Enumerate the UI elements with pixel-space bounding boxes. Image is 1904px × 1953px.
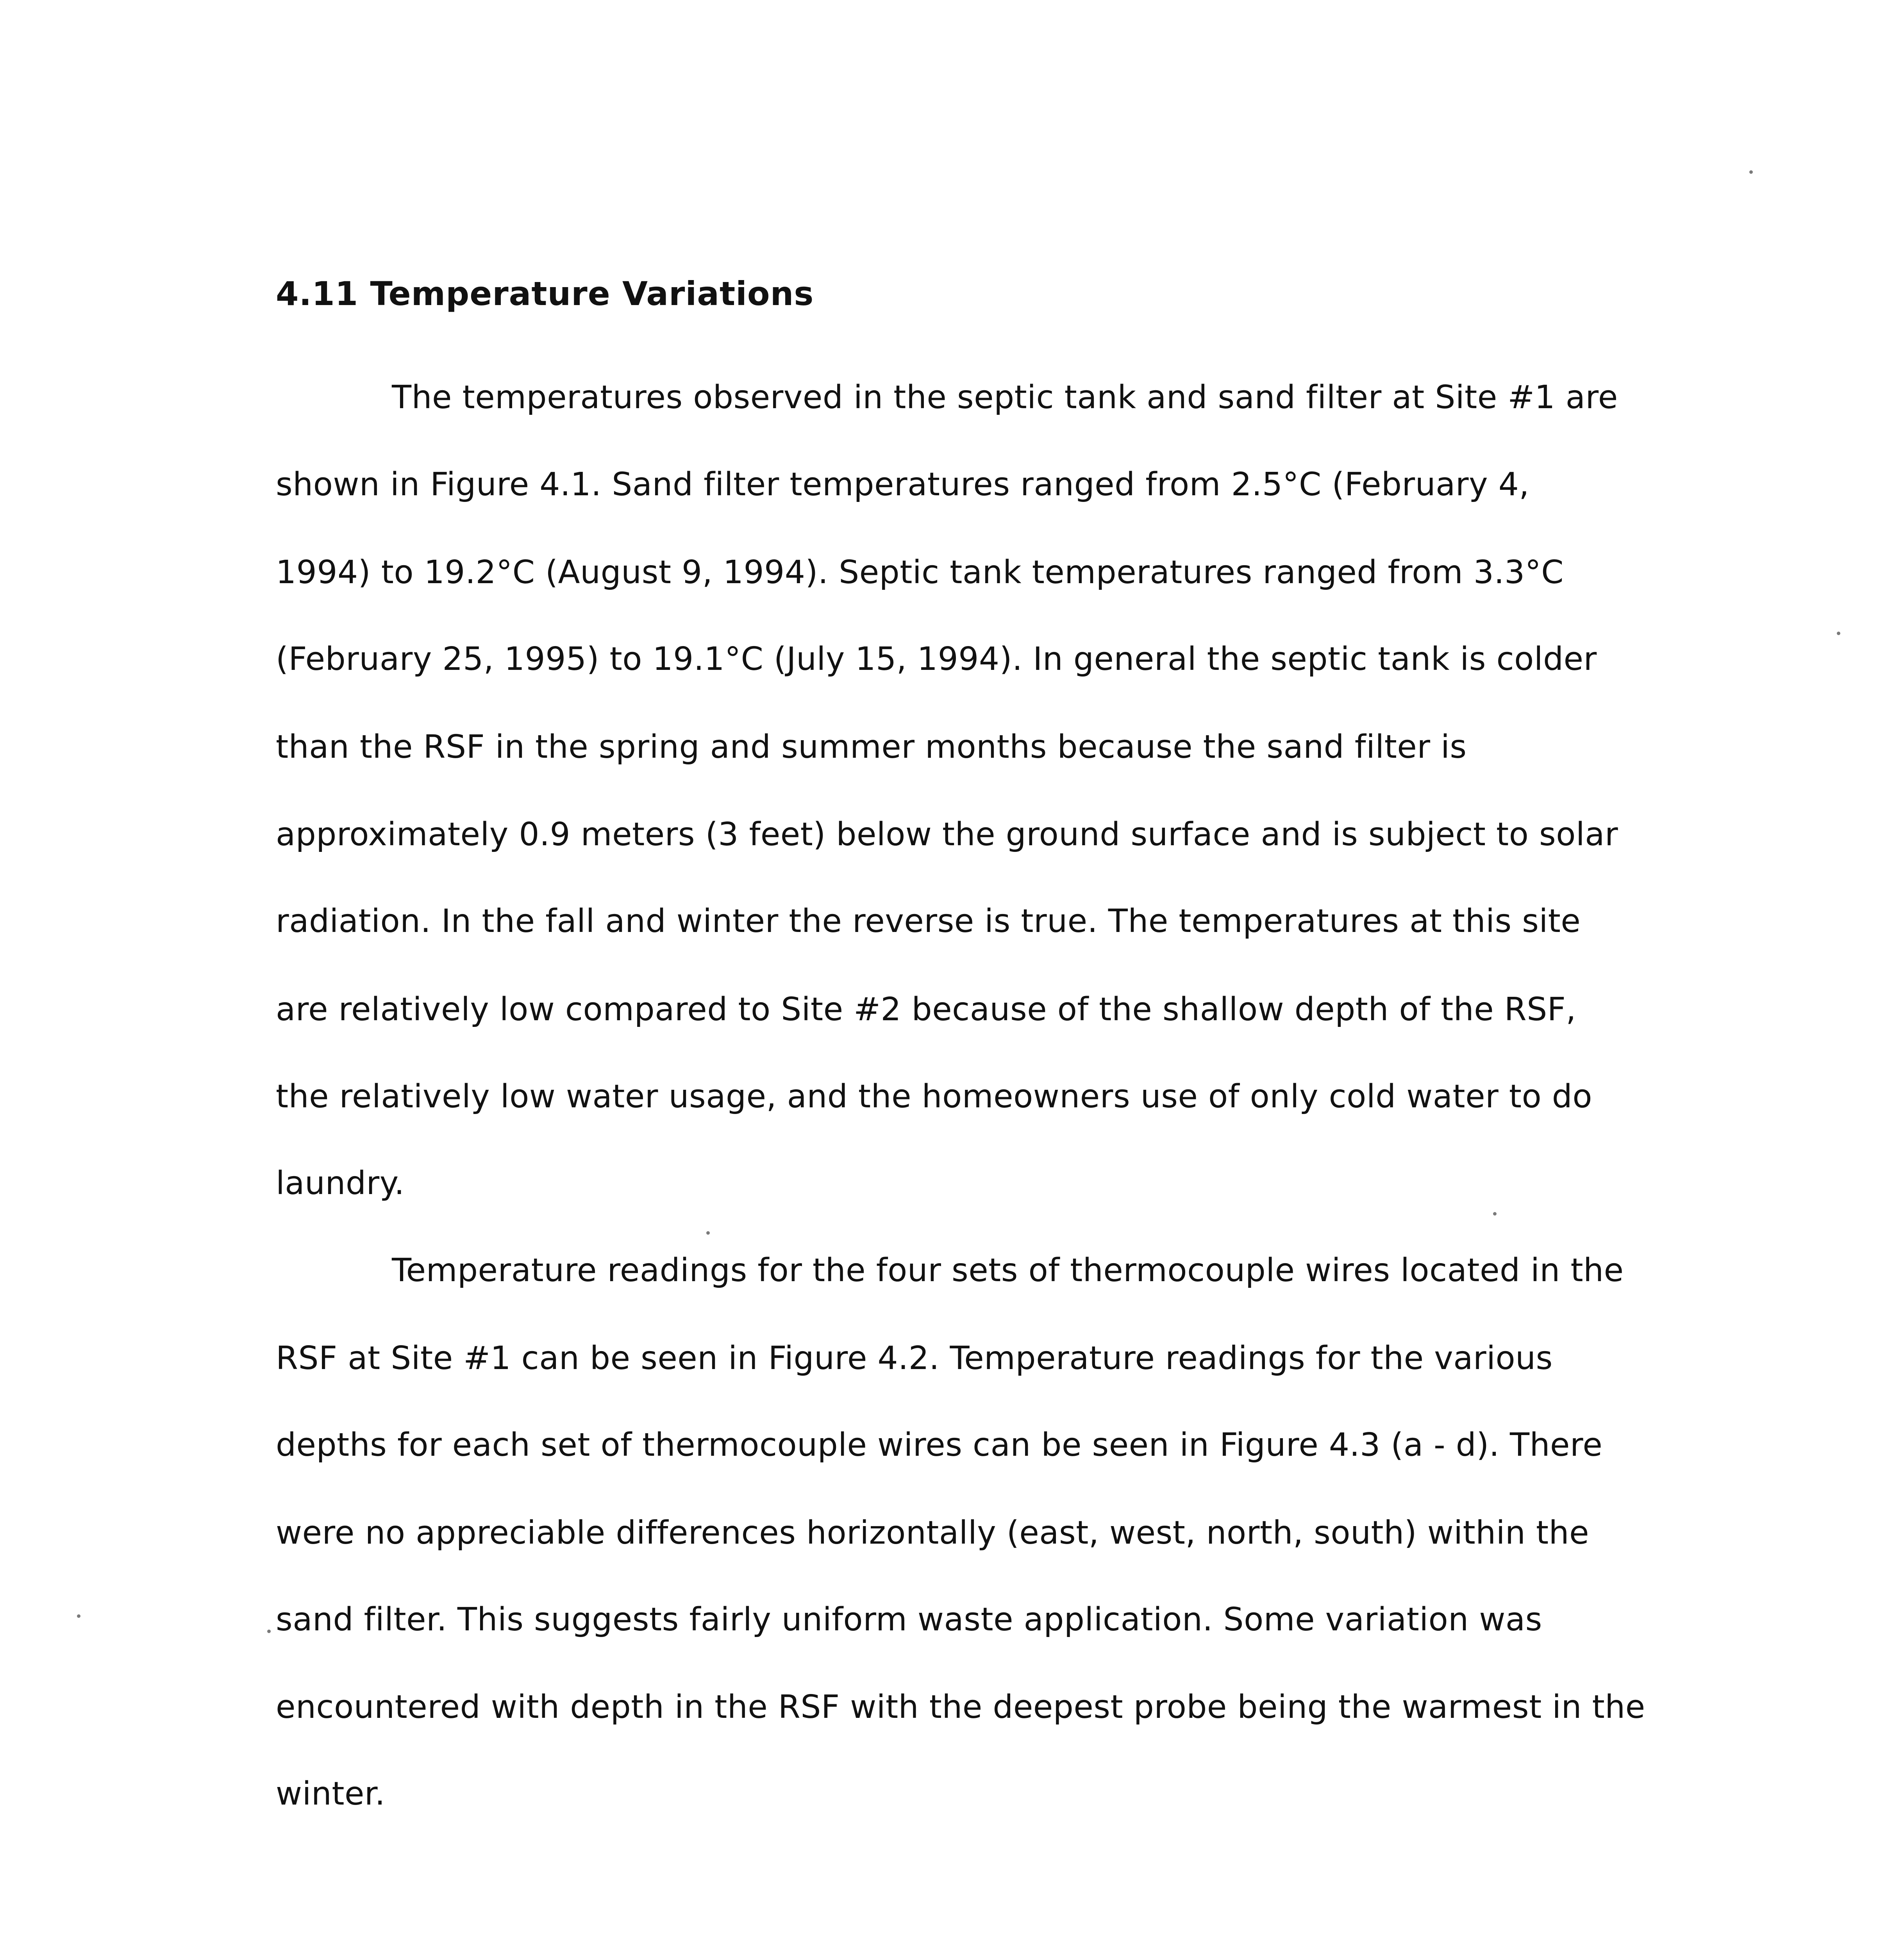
paragraph-1-line: laundry.	[276, 1165, 405, 1202]
scan-speck	[1837, 632, 1840, 635]
scan-speck	[706, 1231, 710, 1235]
paragraph-1-line: than the RSF in the spring and summer months because the sand filter is	[276, 728, 1467, 766]
section-heading: 4.11 Temperature Variations	[276, 275, 814, 313]
scan-speck	[77, 1614, 80, 1618]
scan-speck	[1493, 1212, 1497, 1216]
paragraph-1-line: the relatively low water usage, and the homeowners use of only cold water to do	[276, 1078, 1593, 1115]
scan-speck	[1749, 170, 1753, 174]
paragraph-1-line: 1994) to 19.2°C (August 9, 1994). Septic tank temperatures ranged from 3.3°C	[276, 554, 1564, 591]
scan-speck	[267, 1630, 271, 1633]
paragraph-1-line: The temperatures observed in the septic tank and sand filter at Site #1 are	[392, 379, 1618, 416]
paragraph-1-line: shown in Figure 4.1. Sand filter temperatures ranged from 2.5°C (February 4,	[276, 466, 1529, 503]
paragraph-1-line: radiation. In the fall and winter the reverse is true. The temperatures at this site	[276, 903, 1581, 940]
paragraph-1-line: (February 25, 1995) to 19.1°C (July 15, 1994). In general the septic tank is colder	[276, 641, 1597, 678]
paragraph-2-line: winter.	[276, 1775, 386, 1812]
paragraph-2-line: Temperature readings for the four sets of thermocouple wires located in the	[392, 1252, 1624, 1289]
paragraph-2-line: depths for each set of thermocouple wires can be seen in Figure 4.3 (a - d). There	[276, 1426, 1603, 1464]
paragraph-2-line: were no appreciable differences horizontally (east, west, north, south) within the	[276, 1514, 1590, 1551]
paragraph-2-line: encountered with depth in the RSF with the deepest probe being the warmest in the	[276, 1689, 1645, 1726]
paragraph-1-line: are relatively low compared to Site #2 because of the shallow depth of the RSF,	[276, 991, 1576, 1028]
paragraph-2-line: RSF at Site #1 can be seen in Figure 4.2. Temperature readings for the various	[276, 1340, 1553, 1377]
paragraph-1-line: approximately 0.9 meters (3 feet) below the ground surface and is subject to solar	[276, 816, 1618, 853]
paragraph-2-line: sand filter. This suggests fairly uniform waste application. Some variation was	[276, 1601, 1542, 1638]
